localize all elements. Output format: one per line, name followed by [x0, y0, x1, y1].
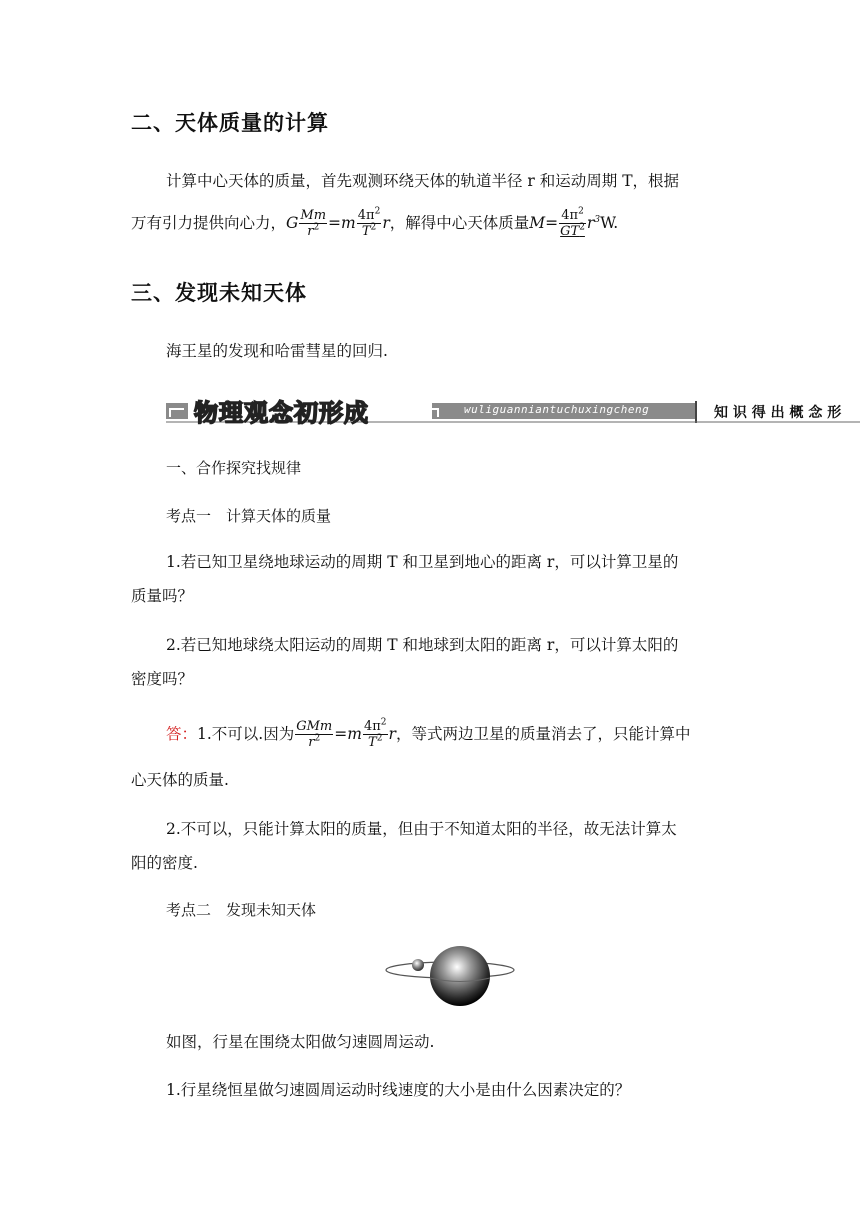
- star-icon: [430, 946, 490, 1006]
- question-2-line-2: 密度吗？: [131, 670, 194, 688]
- planet-icon: [412, 959, 424, 971]
- answer-2-line-1: 2.不可以，只能计算太阳的质量，但由于不知道太阳的半径，故无法计算太: [166, 820, 677, 838]
- paragraph-mass-2: [131, 203, 618, 243]
- banner-right-text: 知 识 得 出 概 念 形: [714, 405, 842, 421]
- banner-title: 物理观念初形成: [194, 399, 369, 427]
- fraction-GMm-r2: $\frac{\text{GMm}}{r^2}$: [296, 718, 333, 750]
- formula-M: M: [529, 214, 546, 232]
- answer-label: 答：: [166, 725, 198, 743]
- section-heading-mass: 二、天体质量的计算: [131, 111, 329, 135]
- fraction-Mm-r2: $\frac{Mm}{r^2}$: [300, 207, 327, 239]
- section-heading-discover: 三、发现未知天体: [131, 281, 307, 305]
- answer-1: [166, 713, 690, 755]
- banner-pinyin: wuliguanniantuchuxingcheng: [464, 403, 650, 416]
- answer-1-line-2: 心天体的质量.: [131, 771, 229, 789]
- kaodian-1: 考点一 计算天体的质量: [166, 507, 332, 525]
- paragraph-discover: 海王星的发现和哈雷彗星的回归.: [166, 342, 388, 360]
- paragraph-mass-2-end: W.: [600, 214, 619, 232]
- answer-1-end: ，等式两边卫星的质量消去了，只能计算中: [395, 725, 691, 743]
- formula-r-2: r: [388, 725, 396, 743]
- fraction-4pi2-T2-2: $\frac{4\pi^2}{T^2}$: [363, 717, 387, 750]
- question-3: 1.行星绕恒星做匀速圆周运动时线速度的大小是由什么因素决定的？: [166, 1081, 631, 1099]
- section-banner: [166, 397, 860, 425]
- fraction-4pi2-GT2: $\frac{4\pi^2}{GT^2}$: [560, 206, 585, 239]
- formula-m: m: [341, 214, 356, 232]
- orbit-figure: [380, 940, 520, 1012]
- paragraph-mass-1: 计算中心天体的质量，首先观测环绕天体的轨道半径 r 和运动周期 T，根据: [166, 172, 680, 190]
- question-1-line-1: 1.若已知卫星绕地球运动的周期 T 和卫星到地心的距离 r，可以计算卫星的: [166, 553, 679, 571]
- formula-r3: $r^3$: [586, 214, 601, 232]
- question-1-line-2: 质量吗？: [131, 587, 194, 605]
- equals-sign: =: [328, 214, 342, 232]
- question-2-line-1: 2.若已知地球绕太阳运动的周期 T 和地球到太阳的距离 r，可以计算太阳的: [166, 636, 679, 654]
- figure-caption: 如图，行星在围绕太阳做匀速圆周运动.: [166, 1033, 435, 1051]
- orbit-graphic: [380, 940, 520, 1012]
- answer-2-line-2: 阳的密度.: [131, 854, 198, 872]
- formula-G: G: [286, 214, 299, 232]
- equals-sign-3: =: [334, 725, 348, 743]
- paragraph-mass-2-mid: ，解得中心天体质量: [389, 214, 530, 232]
- answer-1-start: 1.不可以.因为: [197, 725, 295, 743]
- paragraph-mass-2-start: 万有引力提供向心力，: [131, 214, 287, 232]
- formula-r: r: [382, 214, 390, 232]
- formula-m-2: m: [347, 725, 362, 743]
- part-heading: 一、合作探究找规律: [166, 459, 302, 477]
- kaodian-2: 考点二 发现未知天体: [166, 901, 317, 919]
- equals-sign-2: =: [545, 214, 559, 232]
- fraction-4pi2-T2: $\frac{4\pi^2}{T^2}$: [357, 206, 381, 239]
